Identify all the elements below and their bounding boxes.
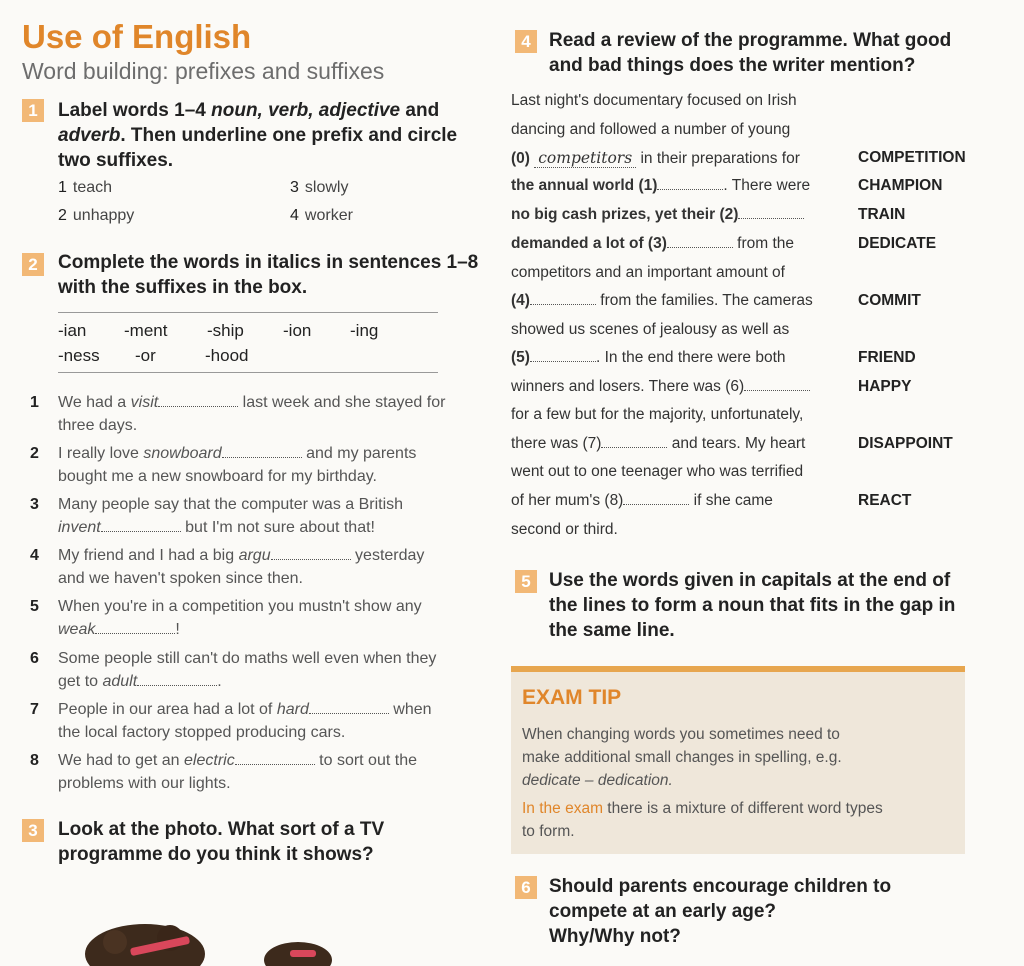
capital-word: TRAIN xyxy=(858,206,906,223)
exercise-3-number: 3 xyxy=(22,819,44,842)
suffix: -ion xyxy=(283,321,312,340)
answer-gap[interactable] xyxy=(222,443,302,458)
exercise-4-instruction: Read a review of the programme. What good and bad things does the writer mention? xyxy=(549,30,952,76)
answer-gap[interactable] xyxy=(137,671,217,686)
suffix: -ing xyxy=(350,321,379,340)
answer-gap[interactable] xyxy=(530,292,596,305)
answer-gap[interactable] xyxy=(623,492,689,505)
review-line: (4) from the families. The cameras xyxy=(511,292,813,309)
answer-gap[interactable] xyxy=(601,435,667,448)
capital-word: DEDICATE xyxy=(858,235,937,252)
word-item: 1 teach xyxy=(58,179,113,196)
tip-text: In the exam there is a mixture of different word types xyxy=(522,800,883,817)
capital-word: DISAPPOINT xyxy=(858,435,953,452)
sentence-item: 3 Many people say that the computer was a British invent but I'm not sure about that! xyxy=(30,496,404,536)
review-line: second or third. xyxy=(511,521,618,538)
answer-gap[interactable] xyxy=(309,699,389,714)
dancers-photo xyxy=(70,906,350,966)
answer-gap[interactable] xyxy=(95,619,175,634)
review-line: winners and losers. There was (6) xyxy=(511,378,810,396)
exercise-1-number: 1 xyxy=(22,99,44,122)
sentence-item: 7 People in our area had a lot of hard when the local factory stopped producing cars. xyxy=(30,701,432,741)
answer-gap[interactable] xyxy=(657,177,723,190)
review-line: dancing and followed a number of young xyxy=(511,121,791,138)
answer-gap[interactable] xyxy=(235,750,315,765)
answer-gap[interactable] xyxy=(530,349,596,362)
exercise-2-number: 2 xyxy=(22,253,44,276)
review-line: for a few but for the majority, unfortunately, xyxy=(511,406,804,423)
exam-tip-title: EXAM TIP xyxy=(522,686,622,709)
review-line: no big cash prizes, yet their (2) xyxy=(511,206,804,224)
exercise-2-instruction: Complete the words in italics in sentences 1–8 with the suffixes in the box. xyxy=(58,252,479,298)
page-subtitle: Word building: prefixes and suffixes xyxy=(22,58,385,84)
exam-tip-box xyxy=(511,666,965,854)
review-line: (0) competitors in their preparations for xyxy=(511,149,800,167)
sentence-item: 6 Some people still can't do maths well even when they get to adult . xyxy=(30,650,437,690)
answer-gap[interactable] xyxy=(744,378,810,391)
exercise-3-instruction: Look at the photo. What sort of a TV programme do you think it shows? xyxy=(58,819,385,865)
exercise-6-instruction: Should parents encourage children to compete at an early age? Why/Why not? xyxy=(549,876,892,947)
review-line: went out to one teenager who was terrified xyxy=(511,463,804,480)
word-item: 4 worker xyxy=(290,207,353,224)
tip-text: dedicate – dedication. xyxy=(522,772,673,789)
suffix: -ment xyxy=(124,321,168,340)
tip-text: make additional small changes in spelling, e.g. xyxy=(522,749,842,766)
sentence-item: 5 When you're in a competition you mustn't show any weak ! xyxy=(30,598,422,638)
suffix: -ian xyxy=(58,321,87,340)
suffix-box-bottom xyxy=(58,372,438,373)
suffix: -ship xyxy=(207,321,244,340)
capital-word: COMMIT xyxy=(858,292,921,309)
suffix: -ness xyxy=(58,346,100,365)
word-item: 2 unhappy xyxy=(58,207,135,224)
review-line: of her mum's (8) if she came xyxy=(511,492,773,509)
answer-gap[interactable] xyxy=(667,235,733,248)
suffix: -hood xyxy=(205,346,249,365)
answer-gap[interactable] xyxy=(158,392,238,407)
word-item: 3 slowly xyxy=(290,179,349,196)
review-line: competitors and an important amount of xyxy=(511,264,785,281)
capital-word: REACT xyxy=(858,492,912,509)
sentence-item: 4 My friend and I had a big argu yesterday and we haven't spoken since then. xyxy=(30,547,425,587)
exercise-6-number: 6 xyxy=(515,876,537,899)
answer-gap[interactable] xyxy=(271,545,351,560)
answer-gap[interactable] xyxy=(101,517,181,532)
tip-text: to form. xyxy=(522,823,575,840)
review-line: Last night's documentary focused on Irish xyxy=(511,92,797,109)
exercise-4-number: 4 xyxy=(515,30,537,53)
review-line: showed us scenes of jealousy as well as xyxy=(511,321,790,338)
capital-word: COMPETITION xyxy=(858,149,966,166)
example-answer: competitors xyxy=(534,149,636,168)
sentence-item: 1 We had a visit last week and she stayed for three days. xyxy=(30,394,446,434)
answer-gap[interactable] xyxy=(738,206,804,219)
exercise-5-number: 5 xyxy=(515,570,537,593)
capital-word: FRIEND xyxy=(858,349,916,366)
suffix: -or xyxy=(135,346,156,365)
suffix-box-top xyxy=(58,312,438,313)
review-line: there was (7) and tears. My heart xyxy=(511,435,806,452)
tip-text: When changing words you sometimes need to xyxy=(522,726,840,743)
exercise-1-instruction: Label words 1–4 noun, verb, adjective and adverb. Then underline one prefix and circle two suffixes. xyxy=(58,100,458,171)
capital-word: CHAMPION xyxy=(858,177,943,194)
page-title: Use of English xyxy=(22,18,252,55)
review-line: demanded a lot of (3) from the xyxy=(511,235,795,252)
exercise-5-instruction: Use the words given in capitals at the end of the lines to form a noun that fits in the gap in the same line. xyxy=(549,570,956,641)
review-line: (5) . In the end there were both xyxy=(511,349,786,366)
capital-word: HAPPY xyxy=(858,378,912,395)
sentence-item: 8 We had to get an electric to sort out the problems with our lights. xyxy=(30,752,417,792)
sentence-item: 2 I really love snowboard and my parents bought me a new snowboard for my birthday. xyxy=(30,445,417,485)
review-line: the annual world (1) . There were xyxy=(511,177,811,194)
